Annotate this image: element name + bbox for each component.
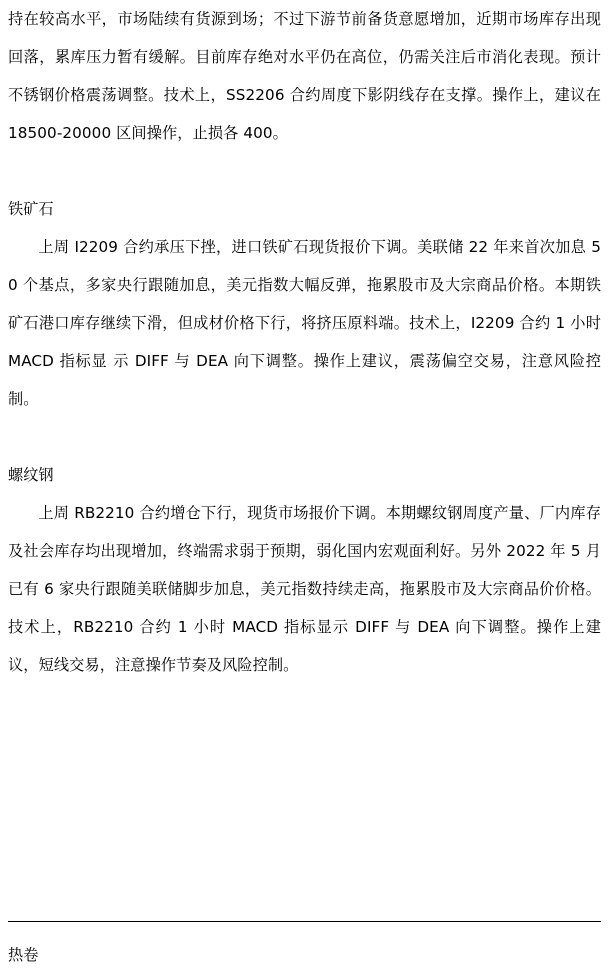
section-iron-ore — [8, 190, 601, 418]
section-body-iron-ore: 上周 I2209 合约承压下挫，进口铁矿石现货报价下调。美联储 22 年来首次加息 50 个基点，多家央行跟随加息，美元指数大幅反弹，拖累股市及大宗商品价格。本期铁矿石港口库存继续下滑，但成材价格下行，将挤压原料端。技术上，I2209 合约 1 小时 MACD 指标显 示 DIFF 与 DEA 向下调整。操作上建议，震荡偏空交易，注意风险控制。 — [8, 238, 601, 408]
section-heading-iron-ore: 铁矿石 — [8, 200, 54, 218]
section-body-rebar: 上周 RB2210 合约增仓下行，现货市场报价下调。本期螺纹钢周度产量、厂内库存及社会库存均出现增加，终端需求弱于预期，弱化国内宏观面利好。另外 2022 年 5 月已有 6 家央行跟随美联储脚步加息，美元指数持续走高，拖累股市及大宗商品价价格。技术上，RB2210 合约 1 小时 MACD 指标显示 DIFF 与 DEA 向下调整。操作上建议，短线交易，注意操作节奏及风险控制。 — [8, 504, 601, 674]
top-paragraph: 持在较高水平，市场陆续有货源到场；不过下游节前备货意愿增加，近期市场库存出现回落，累库压力暂有缓解。目前库存绝对水平仍在高位，仍需关注后市消化表现。预计不锈钢价格震荡调整。技术上，SS2206 合约周度下影阴线存在支撑。操作上，建议在 18500-20000 区间操作，止损各 400。 — [8, 10, 601, 142]
section-heading-hot-rolled: 热卷 — [8, 946, 39, 964]
section-rebar — [8, 456, 601, 684]
section-gap — [8, 152, 601, 190]
section-heading-rebar: 螺纹钢 — [8, 466, 54, 484]
page-footer — [8, 921, 601, 974]
section-gap-2 — [8, 418, 601, 456]
